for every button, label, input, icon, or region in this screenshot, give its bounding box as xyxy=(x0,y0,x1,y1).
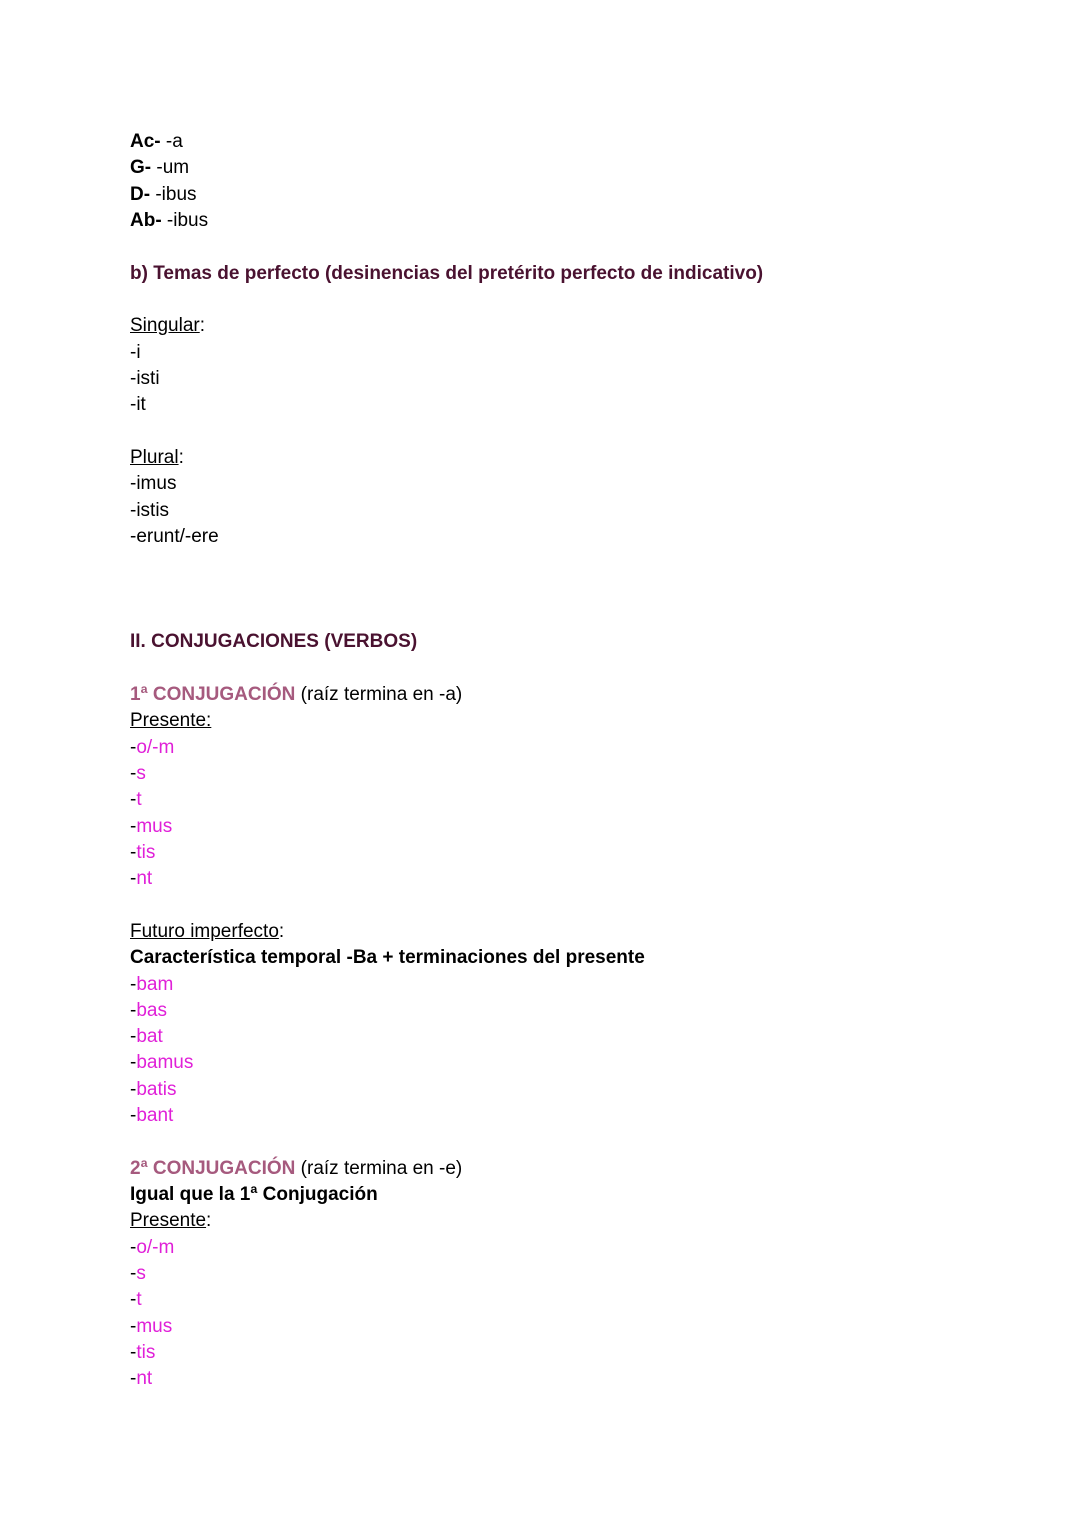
bold-label: Ab- xyxy=(130,209,162,231)
text-line xyxy=(130,1024,990,1050)
text-segment: - xyxy=(130,1289,137,1311)
blank-line xyxy=(130,1129,990,1155)
text-line xyxy=(130,998,990,1024)
suffix-ending: o/-m xyxy=(136,736,175,758)
text-segment: - xyxy=(130,1236,137,1258)
blank-line xyxy=(130,656,990,682)
text-segment: - xyxy=(130,1078,137,1100)
text-segment: (raíz termina en -e) xyxy=(295,1157,463,1179)
text-segment: -it xyxy=(130,394,146,416)
text-segment: -erunt/-ere xyxy=(130,525,219,547)
suffix-ending: t xyxy=(136,1289,142,1311)
text-line xyxy=(130,208,990,234)
text-segment: - xyxy=(130,762,137,784)
text-line xyxy=(130,1314,990,1340)
text-segment: - xyxy=(130,973,137,995)
underlined-label: Presente: xyxy=(130,710,212,732)
suffix-ending: bant xyxy=(136,1105,174,1127)
text-line xyxy=(130,945,990,971)
bold-label: Característica temporal -Ba + terminaciones del presente xyxy=(130,947,645,969)
conjugation-title: 2ª CONJUGACIÓN xyxy=(130,1157,296,1179)
section-heading: II. CONJUGACIONES (VERBOS) xyxy=(130,631,418,653)
bold-label: G- xyxy=(130,157,152,179)
text-line xyxy=(130,498,990,524)
text-segment: - xyxy=(130,789,137,811)
text-segment: - xyxy=(130,1315,137,1337)
suffix-ending: nt xyxy=(136,1368,153,1390)
suffix-ending: nt xyxy=(136,868,153,890)
text-segment: - xyxy=(130,736,137,758)
text-line xyxy=(130,708,990,734)
blank-line xyxy=(130,287,990,313)
text-line xyxy=(130,1050,990,1076)
text-line xyxy=(130,735,990,761)
blank-line xyxy=(130,550,990,576)
suffix-ending: mus xyxy=(136,815,173,837)
text-segment: : xyxy=(178,446,184,468)
text-line xyxy=(130,366,990,392)
text-line xyxy=(130,1287,990,1313)
text-line xyxy=(130,1340,990,1366)
underlined-label: Futuro imperfecto xyxy=(130,920,279,942)
text-segment: -istis xyxy=(130,499,170,521)
text-segment: - xyxy=(130,1052,137,1074)
text-line xyxy=(130,1156,990,1182)
text-line xyxy=(130,340,990,366)
text-line xyxy=(130,1103,990,1129)
text-segment: -um xyxy=(151,157,190,179)
text-segment: -ibus xyxy=(161,209,209,231)
text-segment: - xyxy=(130,1368,137,1390)
text-line xyxy=(130,840,990,866)
text-line xyxy=(130,313,990,339)
underlined-label: Presente xyxy=(130,1210,207,1232)
text-line xyxy=(130,261,990,287)
text-line xyxy=(130,814,990,840)
bold-label: D- xyxy=(130,183,151,205)
text-segment: -isti xyxy=(130,367,160,389)
suffix-ending: t xyxy=(136,789,142,811)
text-segment: - xyxy=(130,841,137,863)
text-segment: - xyxy=(130,1105,137,1127)
text-segment: - xyxy=(130,1342,137,1364)
text-segment: - xyxy=(130,815,137,837)
text-line xyxy=(130,1208,990,1234)
suffix-ending: s xyxy=(136,762,146,784)
text-line xyxy=(130,1077,990,1103)
text-line xyxy=(130,1182,990,1208)
text-segment: -ibus xyxy=(150,183,197,205)
text-line xyxy=(130,182,990,208)
text-segment: - xyxy=(130,999,137,1021)
suffix-ending: bat xyxy=(136,1026,163,1048)
text-line xyxy=(130,787,990,813)
bold-label: Ac- xyxy=(130,131,161,152)
text-line xyxy=(130,445,990,471)
text-line xyxy=(130,1261,990,1287)
suffix-ending: mus xyxy=(136,1315,173,1337)
suffix-ending: bamus xyxy=(136,1052,194,1074)
suffix-ending: tis xyxy=(136,841,156,863)
suffix-ending: bam xyxy=(136,973,174,995)
text-line xyxy=(130,866,990,892)
text-line xyxy=(130,155,990,181)
blank-line xyxy=(130,893,990,919)
suffix-ending: tis xyxy=(136,1342,156,1364)
underlined-label: Singular xyxy=(130,315,200,337)
bold-label: Igual que la 1ª Conjugación xyxy=(130,1184,378,1206)
text-line xyxy=(130,919,990,945)
text-line xyxy=(130,129,990,155)
text-segment: -a xyxy=(160,131,183,152)
suffix-ending: bas xyxy=(136,999,167,1021)
text-line xyxy=(130,524,990,550)
text-line xyxy=(130,392,990,418)
text-line xyxy=(130,1235,990,1261)
text-line xyxy=(130,471,990,497)
section-heading: b) Temas de perfecto (desinencias del pretérito perfecto de indicativo) xyxy=(130,262,764,284)
suffix-ending: s xyxy=(136,1263,146,1285)
text-segment: : xyxy=(199,315,205,337)
text-line xyxy=(130,761,990,787)
underlined-label: Plural xyxy=(130,446,179,468)
suffix-ending: batis xyxy=(136,1078,177,1100)
suffix-ending: o/-m xyxy=(136,1236,175,1258)
text-segment: -i xyxy=(130,341,141,363)
conjugation-title: 1ª CONJUGACIÓN xyxy=(130,683,296,705)
text-segment: - xyxy=(130,1263,137,1285)
text-line xyxy=(130,629,990,655)
text-segment: : xyxy=(206,1210,212,1232)
text-segment: (raíz termina en -a) xyxy=(295,683,463,705)
text-line xyxy=(130,972,990,998)
text-segment: -imus xyxy=(130,473,177,495)
blank-line xyxy=(130,419,990,445)
blank-line xyxy=(130,603,990,629)
text-line xyxy=(130,682,990,708)
document-body xyxy=(130,129,990,1393)
text-line xyxy=(130,1366,990,1392)
text-segment: - xyxy=(130,1026,137,1048)
blank-line xyxy=(130,577,990,603)
text-segment: : xyxy=(278,920,285,942)
text-segment: - xyxy=(130,868,137,890)
blank-line xyxy=(130,234,990,260)
